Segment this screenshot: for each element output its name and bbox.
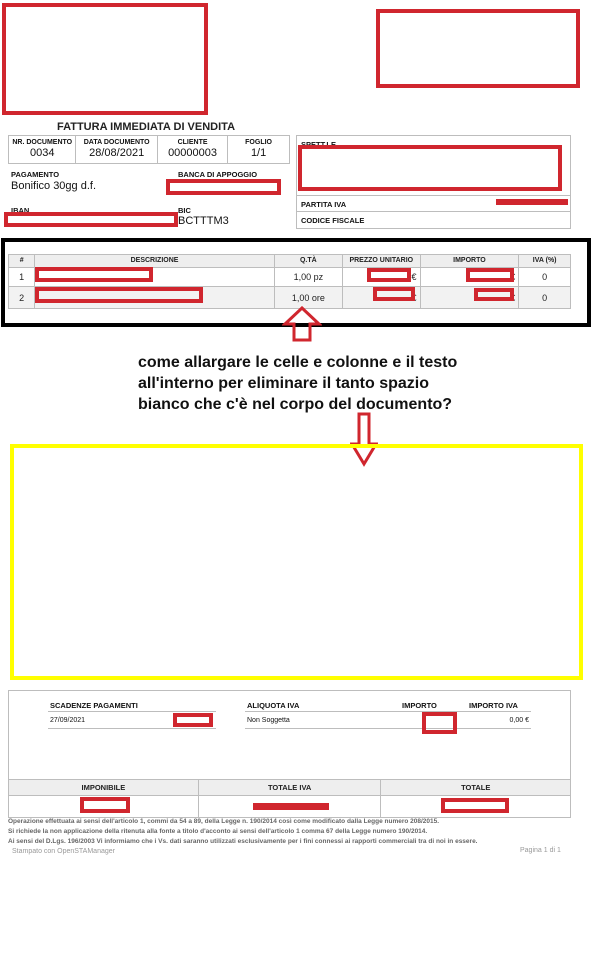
footer-note-1: Operazione effettuata ai sensi dell'articolo 1, commi da 54 a 89, della Legge n. 190/2014 così come modificato dalla Legge numero 208/2015. <box>8 818 440 825</box>
scadenze-label: SCADENZE PAGAMENTI <box>50 701 138 710</box>
footer-note-3: Ai sensi del D.Lgs. 196/2003 Vi informiamo che i Vs. dati saranno utilizzati esclusivamente per i fini connessi ai rapporti commerciali tra di noi in essere. <box>8 838 478 845</box>
data-documento-label: DATA DOCUMENTO <box>83 139 150 146</box>
row-num: 2 <box>9 287 35 309</box>
cliente-cell <box>157 136 227 164</box>
aliquota-label: ALIQUOTA IVA <box>247 701 300 710</box>
importo-label: IMPORTO <box>402 701 437 710</box>
nr-documento-label: NR. DOCUMENTO <box>12 139 73 146</box>
row-num: 1 <box>9 267 35 286</box>
annotation-question <box>138 352 458 415</box>
aliquota-value: Non Soggetta <box>247 717 290 724</box>
col-descrizione: DESCRIZIONE <box>35 255 274 268</box>
row-price: € <box>343 267 421 286</box>
row-qty: 1,00 pz <box>274 267 342 286</box>
codice-fiscale-label: CODICE FISCALE <box>301 216 365 225</box>
totale-iva-header: TOTALE IVA <box>198 780 381 796</box>
totale-header: TOTALE <box>381 780 571 796</box>
cliente-label: CLIENTE <box>177 139 208 146</box>
question-line-1: come allargare le celle e colonne e il testo <box>138 354 458 371</box>
row-amount: € <box>420 287 519 309</box>
redacted-logo-left <box>2 3 208 115</box>
banca-label: BANCA DI APPOGGIO <box>178 170 258 179</box>
importo-iva-label: IMPORTO IVA <box>469 701 518 710</box>
printed-with: Stampato con OpenSTAManager <box>12 848 115 855</box>
partita-iva-label: PARTITA IVA <box>301 200 347 209</box>
row-qty: 1,00 ore <box>274 287 342 309</box>
question-line-2: all'interno per eliminare il tanto spazio <box>138 375 429 392</box>
foglio-value: 1/1 <box>250 147 267 159</box>
row-iva: 0 <box>519 267 571 286</box>
redacted-totale <box>441 798 509 813</box>
redacted-price-2 <box>373 287 415 301</box>
foglio-label: FOGLIO <box>245 139 272 146</box>
col-iva: IVA (%) <box>519 255 571 268</box>
cliente-value: 00000003 <box>168 147 218 159</box>
redacted-amount-1 <box>466 268 514 282</box>
redacted-totale-iva <box>253 803 329 810</box>
col-importo: IMPORTO <box>420 255 519 268</box>
row-price: € <box>343 287 421 309</box>
col-qta: Q.TÀ <box>274 255 342 268</box>
foglio-cell <box>228 136 290 164</box>
redacted-scadenza-amount <box>173 713 213 727</box>
row-iva: 0 <box>519 287 571 309</box>
redacted-price-1 <box>367 268 411 282</box>
redacted-imponibile <box>80 797 130 813</box>
scadenza-date: 27/09/2021 <box>50 717 86 724</box>
pagamento-label: PAGAMENTO <box>11 170 60 179</box>
redacted-desc-2 <box>35 287 203 303</box>
col-num: # <box>9 255 35 268</box>
document-title: FATTURA IMMEDIATA DI VENDITA <box>57 121 236 133</box>
data-documento-value: 28/08/2021 <box>89 147 145 159</box>
document-info-table <box>8 135 290 164</box>
redacted-banca <box>166 179 281 195</box>
iban-label: IBAN <box>11 206 30 215</box>
bic-value: BCTTTM3 <box>178 215 229 227</box>
importo-iva-value: 0,00 € <box>509 717 529 724</box>
redacted-recipient-name <box>298 145 562 191</box>
arrow-up-icon <box>282 306 322 342</box>
footer-note-2: Si richiede la non applicazione della ritenuta alla fonte a titolo d'acconto ai sensi dell'articolo 1 comma 67 della Legge numero 190/2014. <box>8 828 428 835</box>
col-prezzo: PREZZO UNITARIO <box>343 255 421 268</box>
nr-documento-cell <box>9 136 76 164</box>
pagamento-value: Bonifico 30gg d.f. <box>11 180 97 192</box>
spett-label: SPETT.LE <box>301 140 337 149</box>
bic-label: BIC <box>178 206 191 215</box>
redacted-amount-2 <box>474 288 514 301</box>
page-number: Pagina 1 di 1 <box>520 847 561 854</box>
nr-documento-value: 0034 <box>29 147 55 159</box>
data-documento-cell <box>76 136 157 164</box>
redacted-iban <box>4 212 178 227</box>
redacted-desc-1 <box>35 267 153 282</box>
summary-box <box>8 690 571 781</box>
redacted-partita-iva <box>496 199 568 205</box>
redacted-logo-right <box>376 9 580 88</box>
imponibile-header: IMPONIBILE <box>9 780 199 796</box>
redacted-importo <box>422 712 457 734</box>
question-line-3: bianco che c'è nel corpo del documento? <box>138 396 453 413</box>
row-amount: € <box>420 267 519 286</box>
annotation-frame-yellow <box>10 444 583 680</box>
